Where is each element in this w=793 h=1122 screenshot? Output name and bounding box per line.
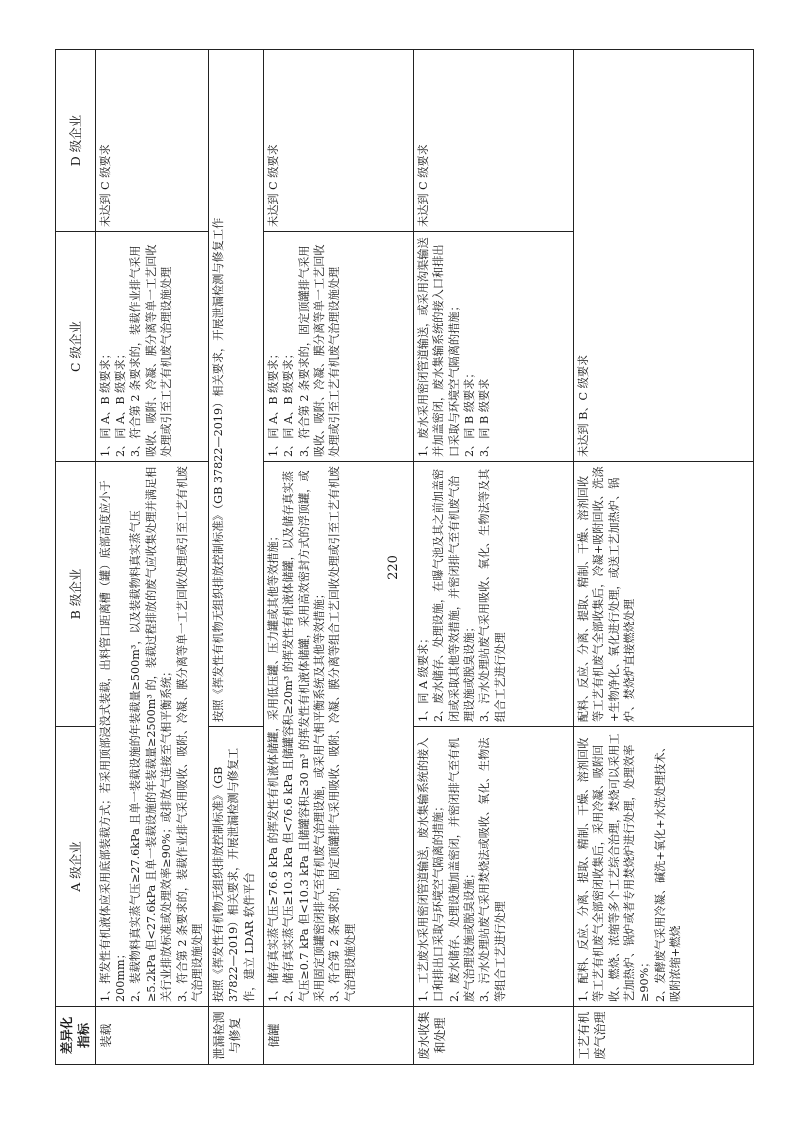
tank-c-item-1: 1、同 A、B 级要求； xyxy=(266,348,280,457)
process-a-item-1: 1、配料、反应、分离、提取、精制、干燥、溶剂回收等工艺有机废气全部密闭收集后，采用冷凝、吸附回收、燃烧、浓缩等多个工艺综合治理，焚烧可以采用工艺加热炉、锅炉或者专用焚烧炉进行处理，处理效率≥90%； xyxy=(576,733,652,1002)
tank-ab-item-1: 1、储存真实蒸气压≥76.6 kPa 的挥发性有机液体储罐，采用低压罐、压力罐或其他等效措施； xyxy=(266,530,280,1002)
header-row xyxy=(56,50,96,1065)
wastewater-a-item-2: 2、废水储存、处理设施加盖密闭，并密闭排气至有机废气治理设施或脱臭设施； xyxy=(447,737,477,1002)
process-grade-cd: 未达到 B、C 级要求 xyxy=(573,50,753,462)
process-grade-b: 配料、反应、分离、提取、精制、干燥、溶剂回收等工艺有机废气全部收集后，冷凝+吸附回收、洗涤+生物净化、氧化进行处理，或送工艺加热炉、锅炉、焚烧炉直接燃烧处理 xyxy=(573,462,753,727)
loading-grade-ab xyxy=(95,462,208,1007)
row-ldar xyxy=(208,50,263,1065)
loading-ab-item-2: 2、装载物料真实蒸气压≥27.6kPa 且单一装载设施的年装载量≥500m³，以及装载物料真实蒸气压≥5.2kPa 但<27.6kPa 且单一装载设施的年装载量≥2500m³ 的，装载过程排放的废气应收集处理并满足相关行业排放标准或处理效率≥90%；或排放气连接至气相平衡系统； xyxy=(129,466,174,1002)
ldar-grade-bcd: 按照《挥发性有机物无组织排放控制标准》（GB 37822—2019）相关要求，开展泄漏检测与修复工作 xyxy=(208,50,263,727)
loading-ab-item-3: 3、符合第 2 条要求的，装载作业排气采用吸收、吸附、冷凝、膜分离等单一工艺回收处理或引至工艺有机废气治理设施处理 xyxy=(175,466,205,1002)
header-grade-d: D 级企业 xyxy=(56,50,96,232)
header-grade-c: C 级企业 xyxy=(56,232,96,462)
metric-ldar: 泄漏检测与修复 xyxy=(208,1007,263,1065)
loading-c-item-2: 2、同 A、B 级要求； xyxy=(113,348,127,457)
wastewater-grade-a xyxy=(413,727,573,1007)
loading-c-item-3: 3、符合第 2 条要求的，装载作业排气采用吸收、吸附、冷凝、膜分离等单一工艺回收处理或引至工艺有机废气治理设施处理 xyxy=(129,244,174,457)
tank-grade-c xyxy=(263,232,413,462)
ldar-grade-a: 按照《挥发性有机物无组织排放控制标准》（GB 37822—2019）相关要求，开展泄漏检测与修复工作，建立 LDAR 软件平台 xyxy=(208,727,263,1007)
wastewater-c-item-2: 2、同 B 级要求； xyxy=(463,367,477,457)
loading-c-item-1: 1、同 A、B 级要求； xyxy=(98,348,112,457)
metric-process-gas: 工艺有机废气治理 xyxy=(573,1007,753,1065)
loading-grade-c xyxy=(95,232,208,462)
process-grade-a xyxy=(573,727,753,1007)
tank-ab-item-3: 3、符合第 2 条要求的，固定顶罐排气采用吸收、吸附、冷凝、膜分离等组合工艺回收处理或引至工艺有机废气治理设施处理 xyxy=(328,466,357,1002)
header-grade-b: B 级企业 xyxy=(56,462,96,727)
wastewater-b-item-2: 2、废水储存、处理设施，在曝气池及其之前加盖密闭或采取其他等效措施，并密闭排气至有机废气治理设施或脱臭设施； xyxy=(432,468,477,722)
row-loading xyxy=(95,50,208,1065)
wastewater-a-item-1: 1、工艺废水采用密闭管道输送，废水集输系统的接入口和排出口采取与环境空气隔离的措施； xyxy=(416,737,446,1002)
wastewater-b-item-3: 3、污水处理站废气采用吸收、氧化、生物法等及其组合工艺进行处理 xyxy=(478,468,507,722)
tank-ab-item-2: 2、储存真实蒸气压≥10.3 kPa 但<76.6 kPa 且储罐容积≥20m³ 的挥发性有机液体储罐，以及储存真实蒸气压≥0.7 kPa 但<10.3 kPa 且储罐容积≥30 m³ 的挥发性有机液体储罐，采用高效密封方式的浮顶罐，或采用固定顶罐密闭排气至有机废气治理设施，或采用气相平衡系统及其他等效措施； xyxy=(282,470,327,1002)
tank-c-item-3: 3、符合第 2 条要求的，固定顶罐排气采用吸收、吸附、冷凝、膜分离等单一工艺回收处理或引至工艺有机废气治理设施处理 xyxy=(297,244,342,457)
tank-grade-d: 未达到 C 级要求 xyxy=(263,50,413,232)
tank-grade-ab xyxy=(263,462,413,1007)
header-metric: 差异化指标 xyxy=(56,1007,96,1065)
wastewater-a-item-3: 3、污水处理站废气采用焚烧法或吸收、氧化、生物法等组合工艺进行处理 xyxy=(478,737,507,1002)
metric-loading: 装载 xyxy=(95,1007,208,1065)
row-wastewater xyxy=(413,50,573,1065)
wastewater-grade-b xyxy=(413,462,573,727)
wastewater-grade-c xyxy=(413,232,573,462)
row-process-gas xyxy=(573,50,753,1065)
metric-wastewater: 废水收集和处理 xyxy=(413,1007,573,1065)
header-grade-a: A 级企业 xyxy=(56,727,96,1007)
loading-grade-d: 未达到 C 级要求 xyxy=(95,50,208,232)
wastewater-c-item-1: 1、废水采用密闭管道输送，或采用沟渠输送并加盖密闭，废水集输系统的接入口和排出口采取与环境空气隔离的措施； xyxy=(416,237,461,457)
wastewater-grade-d: 未达到 C 级要求 xyxy=(413,50,573,232)
page-number xyxy=(373,552,413,582)
metric-tank: 储罐 xyxy=(263,1007,413,1065)
tank-c-item-2: 2、同 A、B 级要求； xyxy=(282,348,296,457)
loading-ab-item-1: 1、挥发性有机液体应采用底部装载方式；若采用顶部浸没式装载，出料管口距离槽（罐）底部高度应小于 200mm； xyxy=(98,480,127,1002)
process-a-item-2: 2、发酵废气采用冷凝、碱洗+氧化+水洗处理技术、吸附浓缩+燃烧 xyxy=(653,741,683,1002)
wastewater-c-item-3: 3、同 B 级要求 xyxy=(478,378,492,457)
page-number-text: 220 xyxy=(385,554,401,580)
wastewater-b-item-1: 1、同 A 级要求； xyxy=(416,632,430,722)
